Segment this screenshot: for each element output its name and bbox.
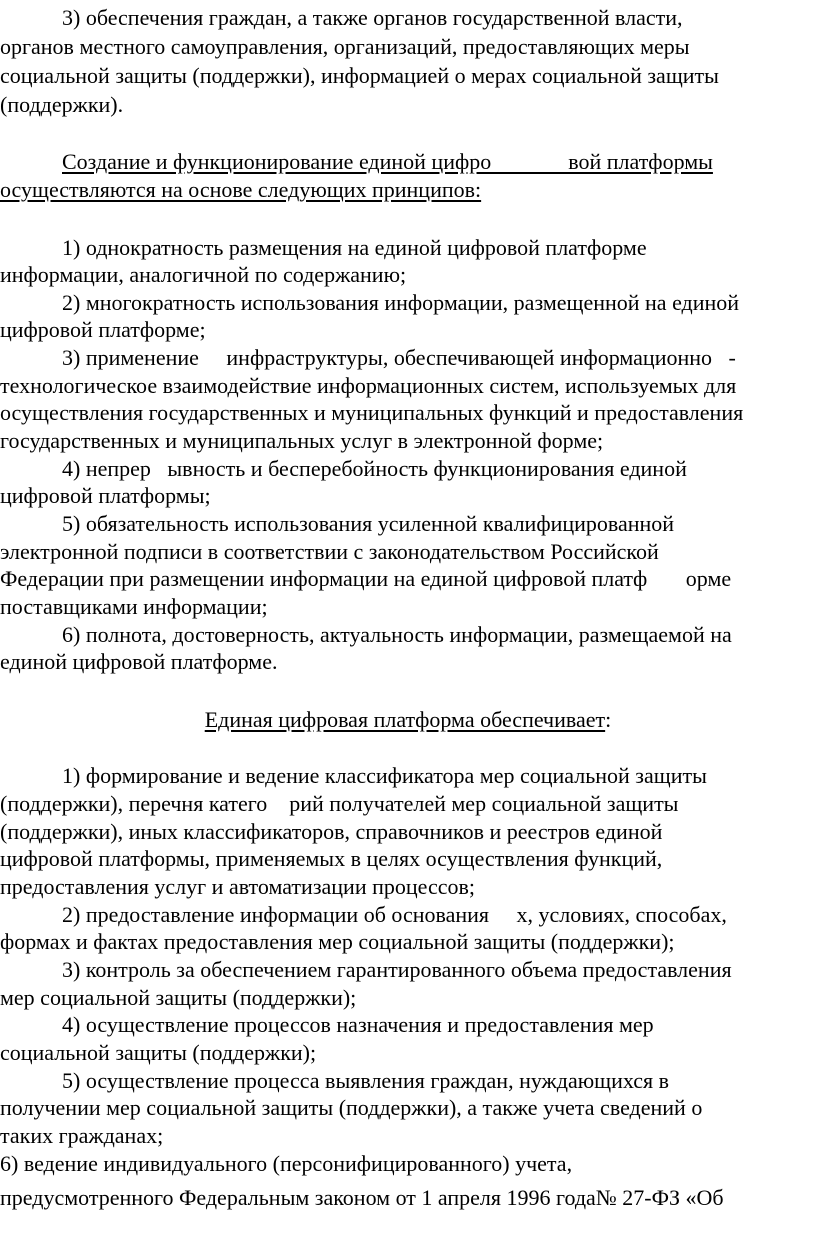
text-line: предусмотренного Федеральным законом от 1 апреля 1996 года№ 27-ФЗ «Об (0, 1185, 724, 1210)
text-line: 3) обеспечения граждан, а также органов государственной власти, (62, 5, 683, 30)
text-line: единой цифровой платформе. (0, 649, 278, 674)
text-line: Федерации при размещении информации на единой цифровой платф орме (0, 566, 732, 591)
text-line: предоставления услуг и автоматизации процессов; (0, 874, 475, 899)
text-line: получении мер социальной защиты (поддержки), а также учета сведений о (0, 1095, 703, 1120)
list-item: 1) однократность размещения на единой цифровой платформе (62, 235, 647, 260)
text-line: технологическое взаимодействие информационных систем, используемых для (0, 373, 737, 398)
text-line: поставщиками информации; (0, 594, 268, 619)
list-item: 4) осуществление процессов назначения и предоставления мер (62, 1012, 654, 1037)
text-line: социальной защиты (поддержки), информацией о мерах социальной защиты (0, 63, 719, 88)
list-item: 4) непрер ывность и бесперебойность функционирования единой (62, 456, 687, 481)
section-heading (0, 706, 816, 734)
text-line: формах и фактах предоставления мер социальной защиты (поддержки); (0, 929, 675, 954)
text-line: (поддержки), иных классификаторов, справочников и реестров единой (0, 819, 663, 844)
list-item: 2) многократность использования информации, размещенной на единой (62, 290, 740, 315)
text-line: осуществления государственных и муниципальных функций и предоставления (0, 400, 744, 425)
section-heading: осуществляются на основе следующих принципов: (0, 177, 482, 202)
text-line: государственных и муниципальных услуг в электронной форме; (0, 428, 604, 453)
section-heading-colon: : (605, 707, 612, 732)
list-item: 6) полнота, достоверность, актуальность информации, размещаемой на (62, 622, 732, 647)
text-line: электронной подписи в соответствии с законодательством Российской (0, 539, 659, 564)
section-heading-text: Единая цифровая платформа обеспечивает (204, 707, 606, 732)
text-line: (поддержки). (0, 92, 124, 117)
list-item: 6) ведение индивидуального (персонифицированного) учета, (0, 1151, 573, 1176)
list-item: 2) предоставление информации об основания х, условиях, способах, (62, 902, 727, 927)
text-line: (поддержки), перечня катего рий получателей мер социальной защиты (0, 791, 679, 816)
text-line: органов местного самоуправления, организаций, предоставляющих меры (0, 34, 690, 59)
text-line: мер социальной защиты (поддержки); (0, 985, 357, 1010)
text-line: цифровой платформе; (0, 317, 206, 342)
list-item: 3) контроль за обеспечением гарантированного объема предоставления (62, 957, 732, 982)
list-item: 3) применение инфраструктуры, обеспечивающей информационно - (62, 345, 736, 370)
text-line: цифровой платформы; (0, 483, 211, 508)
text-line: социальной защиты (поддержки); (0, 1040, 317, 1065)
text-line: таких гражданах; (0, 1123, 164, 1148)
list-item: 1) формирование и ведение классификатора мер социальной защиты (62, 763, 707, 788)
list-item: 5) обязательность использования усиленной квалифицированной (62, 511, 675, 536)
section-heading: Создание и функционирование единой цифро вой платформы (62, 149, 713, 174)
list-item: 5) осуществление процесса выявления граждан, нуждающихся в (62, 1068, 669, 1093)
text-line: информации, аналогичной по содержанию; (0, 262, 407, 287)
text-line: цифровой платформы, применяемых в целях осуществления функций, (0, 846, 663, 871)
